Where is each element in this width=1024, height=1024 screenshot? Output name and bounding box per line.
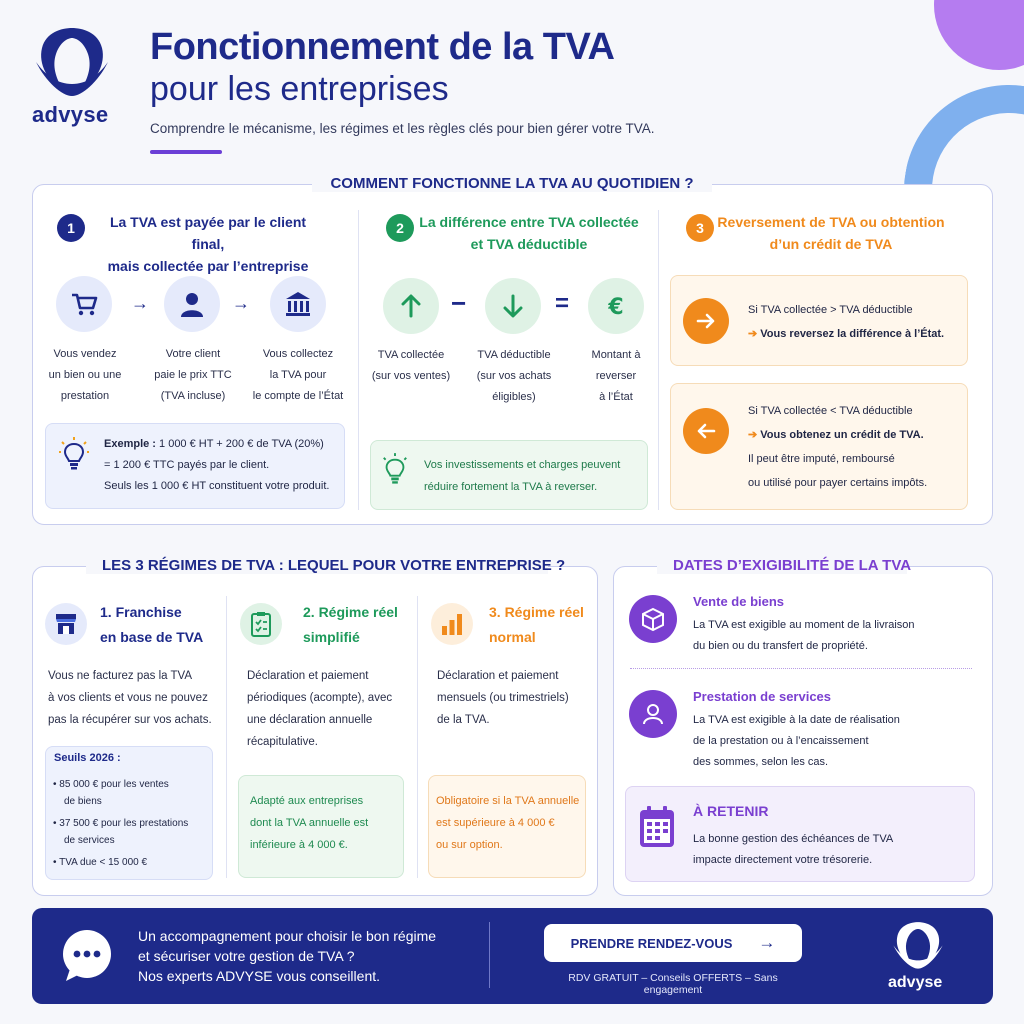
dotted-divider (630, 668, 972, 669)
tip-text: Vos investissements et charges peuvent réduire fortement la TVA à reverser. (424, 459, 621, 493)
thresholds-title: Seuils 2026 : (54, 752, 121, 764)
footer-brand-name: advyse (888, 974, 943, 991)
equals-sign: = (555, 290, 570, 317)
bank-icon (270, 276, 326, 332)
step-2-caption: TVA déductible (sur vos achats éligibles) (476, 349, 552, 403)
divider (358, 210, 359, 510)
divider (489, 922, 490, 988)
bar-chart-icon (431, 603, 473, 645)
regime-2-text: Déclaration et paiement périodiques (acompte), avec une déclaration annuelle récapitulative. (247, 670, 393, 748)
lightbulb-icon (380, 452, 410, 488)
regime-3-note-text: Obligatoire si la TVA annuelle est supérieure à 4 000 € ou sur option. (436, 795, 580, 851)
case-credit-text: Si TVA collectée < TVA déductible ➔ Vous obtenez un crédit de TVA. Il peut être imputé, remboursé ou utilisé pour payer certains impôts. (748, 405, 928, 489)
date-item-title: Prestation de services (693, 689, 832, 704)
page-subtitle: Comprendre le mécanisme, les régimes et les règles clés pour bien gérer votre TVA. (150, 121, 655, 136)
step-1-caption: Vous vendez un bien ou une prestation (48, 348, 122, 402)
step-3-title: Reversement de TVA ou obtention d’un crédit de TVA (717, 214, 945, 252)
step-1-title: La TVA est payée par le client final, mais collectée par l’entreprise (107, 214, 309, 274)
arrow-down-icon (485, 278, 541, 334)
remember-text: La bonne gestion des échéances de TVA impacte directement votre trésorerie. (693, 833, 894, 866)
store-icon (45, 603, 87, 645)
user-icon (629, 690, 677, 738)
step-2-title: La différence entre TVA collectée et TVA déductible (419, 214, 639, 252)
advyse-logo-icon (32, 22, 112, 98)
example-text: Exemple : 1 000 € HT + 200 € de TVA (20%) = 1 200 € TTC payés par le client. Seuls les 1 000 € HT constituent votre produit. (104, 438, 330, 492)
date-item-text: La TVA est exigible au moment de la livraison du bien ou du transfert de propriété. (693, 619, 915, 652)
arrow-left-icon (683, 408, 729, 454)
svg-text:€: € (608, 295, 624, 320)
divider (658, 210, 659, 510)
user-icon (164, 276, 220, 332)
advyse-logo-icon (888, 918, 948, 970)
arrow-right-icon: → (131, 293, 149, 313)
page-title-line2: pour les entreprises (150, 70, 449, 108)
regime-2-title: 2. Régime réel simplifié (303, 604, 398, 645)
step-1-caption: Vous collectez la TVA pour le compte de l’État (252, 348, 344, 402)
chat-bubble-icon (56, 925, 118, 987)
date-item-title: Vente de biens (693, 594, 785, 609)
regime-3-text: Déclaration et paiement mensuels (ou trimestriels) de la TVA. (437, 670, 569, 726)
regime-1-text: Vous ne facturez pas la TVA à vos clients et vous ne pouvez pas la récupérer sur vos achats. (48, 670, 212, 726)
arrow-right-icon (683, 298, 729, 344)
arrow-up-icon (383, 278, 439, 334)
regimes-panel-title: LES 3 RÉGIMES DE TVA : LEQUEL POUR VOTRE ENTREPRISE ? (86, 557, 548, 574)
cta-note: RDV GRATUIT – Conseils OFFERTS – Sans engagement (568, 972, 778, 996)
date-item-text: La TVA est exigible à la date de réalisation de la prestation ou à l’encaissement des sommes, selon les cas. (693, 714, 900, 768)
step-number: 3 (686, 214, 714, 242)
page-title: Fonctionnement de la TVA (150, 26, 615, 68)
lightbulb-icon (58, 436, 90, 474)
calendar-icon (637, 804, 677, 850)
divider (417, 596, 418, 878)
step-2-caption: Montant à reverser à l’État (591, 349, 641, 403)
daily-panel-title: COMMENT FONCTIONNE LA TVA AU QUOTIDIEN ? (312, 175, 712, 192)
minus-sign: − (451, 288, 467, 318)
cart-icon (56, 276, 112, 332)
clipboard-icon (240, 603, 282, 645)
decorative-circle-purple (934, 0, 1024, 70)
step-number: 1 (57, 214, 85, 242)
divider (226, 596, 227, 878)
regime-2-note-text: Adapté aux entreprises dont la TVA annuelle est inférieure à 4 000 €. (250, 795, 369, 851)
remember-title: À RETENIR (693, 803, 769, 819)
arrow-right-icon: → (232, 293, 250, 313)
footer-banner (32, 908, 993, 1004)
book-appointment-button[interactable]: PRENDRE RENDEZ-VOUS → (544, 924, 802, 962)
footer-text: Un accompagnement pour choisir le bon régime et sécuriser votre gestion de TVA ? Nos experts ADVYSE vous conseillent. (138, 928, 437, 984)
regime-3-title: 3. Régime réel normal (489, 604, 584, 645)
brand-name: advyse (32, 102, 109, 127)
case-reverse-text: Si TVA collectée > TVA déductible ➔ Vous reversez la différence à l’État. (748, 304, 945, 340)
dates-panel-title: DATES D’EXIGIBILITÉ DE LA TVA (657, 557, 907, 574)
title-underline (150, 150, 222, 154)
regime-1-title: 1. Franchise en base de TVA (100, 604, 204, 645)
arrow-right-icon: → (758, 933, 776, 952)
box-icon (629, 595, 677, 643)
euro-icon (588, 278, 644, 334)
step-2-caption: TVA collectée (sur vos ventes) (371, 349, 451, 382)
thresholds-list: • 85 000 € pour les ventes de biens • 37 500 € pour les prestations de services • TVA due < 15 000 € (53, 779, 189, 868)
step-number: 2 (386, 214, 414, 242)
step-1-caption: Votre client paie le prix TTC (TVA incluse) (154, 348, 232, 402)
